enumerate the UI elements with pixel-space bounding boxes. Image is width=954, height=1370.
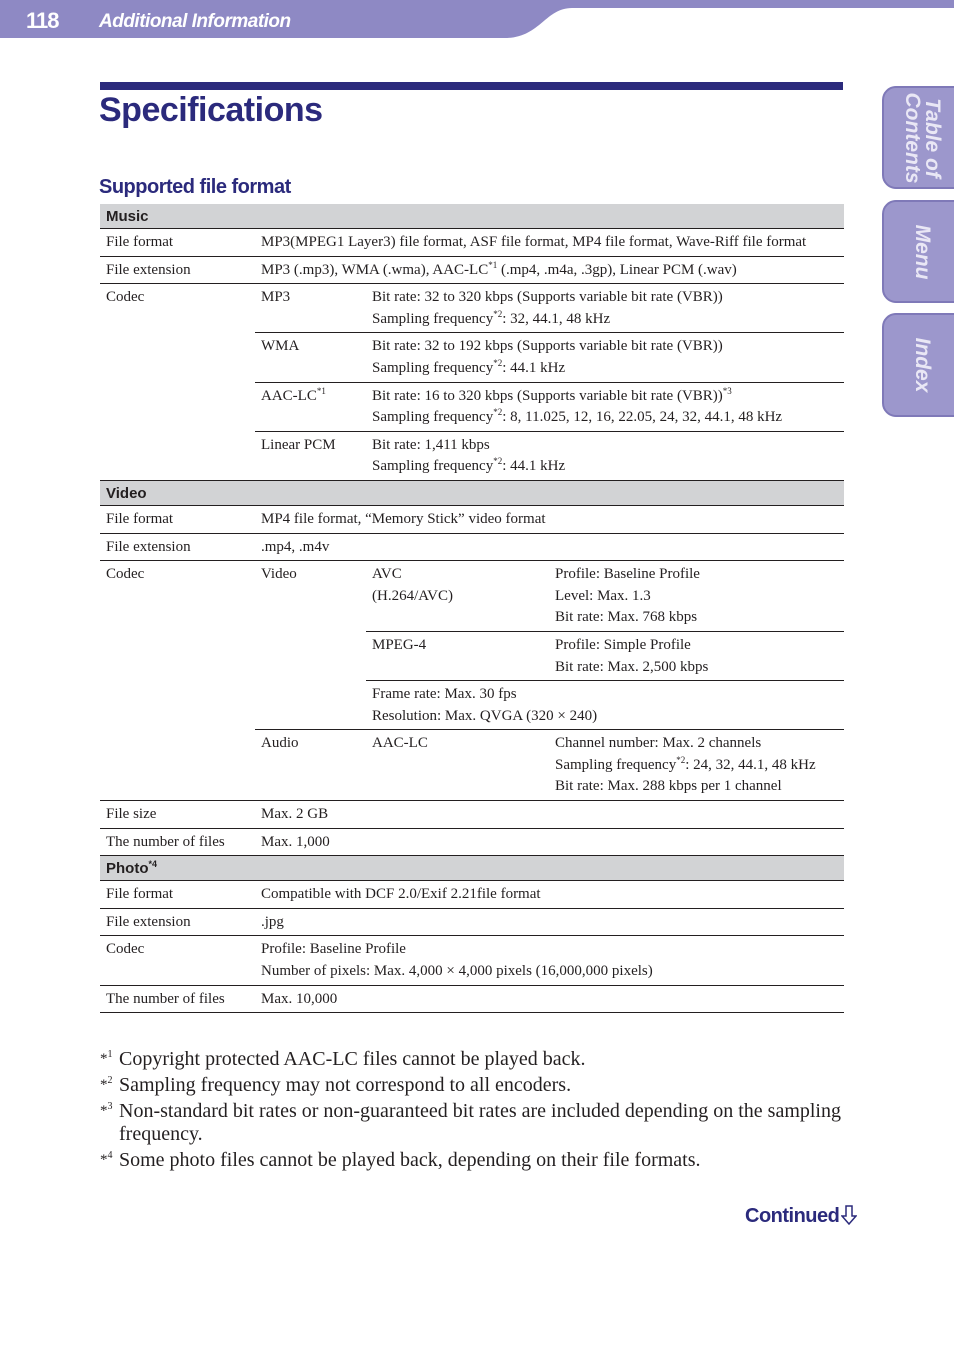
row-value: Profile: Baseline Profile Number of pixels: Max. 4,000 × 4,000 pixels (16,000,000 pixels) bbox=[255, 936, 844, 985]
footnote: *$^3$ Non-standard bit rates or non-guaranteed bit rates are included depending on the sampling frequency. bbox=[100, 1100, 841, 1145]
music-heading: Music bbox=[100, 204, 844, 229]
row-value: .jpg bbox=[255, 908, 844, 936]
continued-label: Continued bbox=[745, 1205, 840, 1227]
section-heading: Supported file format bbox=[99, 176, 291, 198]
table-row bbox=[100, 801, 844, 829]
table-row bbox=[100, 284, 844, 333]
row-value: Max. 2 GB bbox=[255, 801, 844, 829]
row-label: The number of files bbox=[100, 985, 255, 1013]
video-section-row bbox=[100, 480, 844, 505]
footnote: *$^4$ Some photo files cannot be played back, depending on their file formats. bbox=[100, 1149, 701, 1171]
row-value: Max. 1,000 bbox=[255, 828, 844, 856]
row-label: File extension bbox=[100, 908, 255, 936]
codec-spec: Frame rate: Max. 30 fps Resolution: Max. QVGA (320 × 240) bbox=[366, 681, 844, 730]
footnote: *$^2$ Sampling frequency may not correspond to all encoders. bbox=[100, 1074, 572, 1096]
table-row bbox=[100, 505, 844, 533]
row-label: File format bbox=[100, 505, 255, 533]
footnotes bbox=[100, 1048, 844, 1175]
title-rule bbox=[100, 82, 843, 90]
arrow-down-icon bbox=[841, 1205, 857, 1225]
tab-toc-label: Table of Contents bbox=[901, 92, 944, 183]
page-title: Specifications bbox=[99, 91, 323, 129]
row-value: MP3(MPEG1 Layer3) file format, ASF file format, MP4 file format, Wave-Riff file format bbox=[255, 229, 844, 257]
photo-heading: Photo$^{*4}$ bbox=[100, 856, 844, 881]
video-label: Video bbox=[255, 561, 366, 730]
row-value: Compatible with DCF 2.0/Exif 2.21file format bbox=[255, 881, 844, 909]
row-label: File size bbox=[100, 801, 255, 829]
codec-name: Linear PCM bbox=[255, 431, 366, 480]
photo-section-row bbox=[100, 856, 844, 881]
continued-link[interactable] bbox=[745, 1205, 857, 1228]
codec-name: AVC (H.264/AVC) bbox=[366, 561, 549, 632]
table-row bbox=[100, 561, 844, 632]
table-row bbox=[100, 881, 844, 909]
codec-name: WMA bbox=[255, 333, 366, 382]
codec-spec: Bit rate: 32 to 192 kbps (Supports variable bit rate (VBR)) Sampling frequency$^{*2}$: 44.1 kHz bbox=[366, 333, 844, 382]
row-label: Codec bbox=[100, 561, 255, 801]
codec-spec: Bit rate: 16 to 320 kbps (Supports variable bit rate (VBR))$^{*3}$ Sampling frequency$^{*2}$: 8, 11.025, 12, 16, 22.05, 24, 32, 44.1, 48 kHz bbox=[366, 382, 844, 431]
codec-spec: Bit rate: 1,411 kbps Sampling frequency$^{*2}$: 44.1 kHz bbox=[366, 431, 844, 480]
page-number: 118 bbox=[26, 8, 59, 33]
row-label: Codec bbox=[100, 936, 255, 985]
footnote: *$^1$ Copyright protected AAC-LC files cannot be played back. bbox=[100, 1048, 586, 1070]
row-label: Codec bbox=[100, 284, 255, 481]
spec-table bbox=[100, 204, 844, 1013]
tab-index-label: Index bbox=[911, 337, 934, 393]
row-value: MP3 (.mp3), WMA (.wma), AAC-LC$^{*1}$ (.mp4, .m4a, .3gp), Linear PCM (.wav) bbox=[255, 256, 844, 284]
row-label: File extension bbox=[100, 533, 255, 561]
video-heading: Video bbox=[100, 480, 844, 505]
page-header bbox=[0, 0, 954, 40]
table-row bbox=[100, 256, 844, 284]
row-label: File extension bbox=[100, 256, 255, 284]
table-row bbox=[100, 229, 844, 257]
row-label: File format bbox=[100, 229, 255, 257]
table-row bbox=[100, 533, 844, 561]
codec-spec: Profile: Baseline Profile Level: Max. 1.3 Bit rate: Max. 768 kbps bbox=[549, 561, 844, 632]
codec-spec: Bit rate: 32 to 320 kbps (Supports variable bit rate (VBR)) Sampling frequency$^{*2}$: 32, 44.1, 48 kHz bbox=[366, 284, 844, 333]
section-title: Additional Information bbox=[99, 11, 291, 32]
codec-name: MPEG-4 bbox=[366, 631, 549, 680]
row-value: .mp4, .m4v bbox=[255, 533, 844, 561]
codec-name: AAC-LC$^{*1}$ bbox=[255, 382, 366, 431]
codec-name: AAC-LC bbox=[366, 730, 549, 801]
table-row bbox=[100, 908, 844, 936]
row-label: File format bbox=[100, 881, 255, 909]
codec-name: MP3 bbox=[255, 284, 366, 333]
tab-table-of-contents[interactable] bbox=[882, 86, 954, 189]
tab-menu[interactable] bbox=[882, 200, 954, 303]
table-row bbox=[100, 828, 844, 856]
music-section-row bbox=[100, 204, 844, 229]
table-row bbox=[100, 936, 844, 985]
tab-index[interactable] bbox=[882, 313, 954, 417]
row-value: Max. 10,000 bbox=[255, 985, 844, 1013]
row-value: MP4 file format, “Memory Stick” video format bbox=[255, 505, 844, 533]
codec-spec: Profile: Simple Profile Bit rate: Max. 2,500 kbps bbox=[549, 631, 844, 680]
tab-menu-label: Menu bbox=[911, 224, 934, 279]
row-label: The number of files bbox=[100, 828, 255, 856]
audio-label: Audio bbox=[255, 730, 366, 801]
table-row bbox=[100, 985, 844, 1013]
codec-spec: Channel number: Max. 2 channels Sampling frequency$^{*2}$: 24, 32, 44.1, 48 kHz Bit rate: Max. 288 kbps per 1 channel bbox=[549, 730, 844, 801]
